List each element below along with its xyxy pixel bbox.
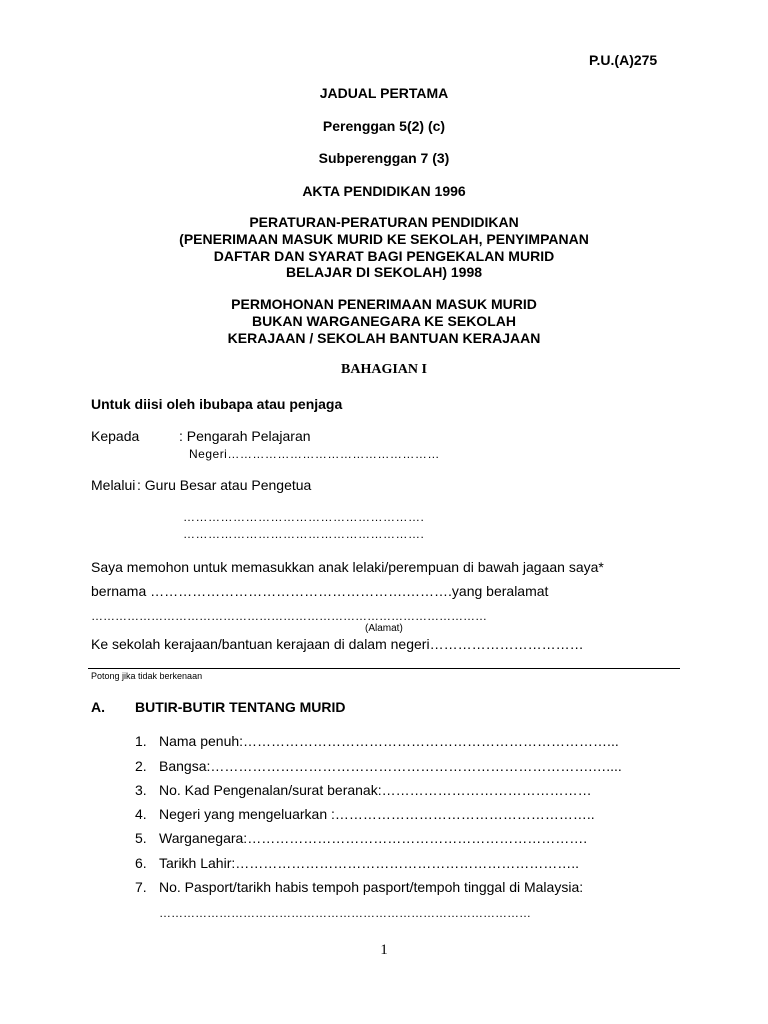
regulations-line: BELAJAR DI SEKOLAH) 1998 (285, 264, 483, 280)
list-item-number: 2. (135, 758, 147, 774)
list-item-number: 4. (135, 806, 147, 822)
regulations-line: PERATURAN-PERATURAN PENDIDIKAN (249, 214, 519, 230)
passport-field[interactable]: ………………………………………………………………………………… (159, 906, 531, 920)
melalui-value: : Guru Besar atau Pengetua (137, 477, 312, 493)
melalui-label: Melalui (91, 477, 136, 493)
regulations-line: DAFTAR DAN SYARAT BAGI PENGEKALAN MURID (213, 248, 555, 264)
form-instruction: Untuk diisi oleh ibubapa atau penjaga (91, 396, 343, 412)
kepada-value: : Pengarah Pelajaran (179, 428, 311, 444)
application-title-line: KERAJAAN / SEKOLAH BANTUAN KERAJAAN (227, 330, 541, 346)
divider-line (88, 668, 680, 669)
school-address-field[interactable]: …………………………………………………. (183, 527, 425, 541)
list-item-number: 3. (135, 782, 147, 798)
school-name-field[interactable]: …………………………………………………. (183, 510, 425, 524)
schedule-title: JADUAL PERTAMA (319, 85, 449, 101)
list-item-number: 5. (135, 830, 147, 846)
negeri-field[interactable]: Negeri…………………………………………… (189, 447, 440, 461)
application-statement: Saya memohon untuk memasukkan anak lelaki/perempuan di bawah jagaan saya* (91, 559, 604, 575)
application-title-line: BUKAN WARGANEGARA KE SEKOLAH (252, 313, 516, 329)
section-a-letter: A. (91, 699, 105, 715)
passport-label: No. Pasport/tarikh habis tempoh pasport/tempoh tinggal di Malaysia: (159, 879, 584, 895)
part-heading: BAHAGIAN I (341, 362, 427, 377)
list-item-number: 1. (135, 733, 147, 749)
subparagraph-reference: Subperenggan 7 (3) (318, 150, 450, 166)
page-number: 1 (380, 942, 388, 958)
school-state-line[interactable]: Ke sekolah kerajaan/bantuan kerajaan di dalam negeri…………………………… (91, 636, 584, 652)
strike-note: Potong jika tidak berkenaan (91, 671, 203, 681)
regulations-line: (PENERIMAAN MASUK MURID KE SEKOLAH, PENYIMPANAN (179, 231, 589, 247)
citizenship-field[interactable]: Warganegara:………………………………………………………………. (159, 830, 588, 846)
list-item-number: 7. (135, 879, 147, 895)
address-caption: (Alamat) (365, 623, 403, 634)
application-title-line: PERMOHONAN PENERIMAAN MASUK MURID (231, 296, 537, 312)
document-reference: P.U.(A)275 (589, 52, 658, 68)
student-name-line[interactable]: bernama ……………………………………………….……….yang beralamat (91, 583, 549, 599)
act-title: AKTA PENDIDIKAN 1996 (302, 183, 466, 199)
address-field[interactable]: ……………………………………………………………………………………… (91, 609, 487, 623)
birth-date-field[interactable]: Tarikh Lahir:……………………………………………………………….. (159, 855, 580, 871)
list-item-number: 6. (135, 855, 147, 871)
issuing-state-field[interactable]: Negeri yang mengeluarkan :……………………………………………….. (159, 806, 595, 822)
race-field[interactable]: Bangsa:……………………………………………………………………….….... (159, 758, 622, 774)
full-name-field[interactable]: Nama penuh:……………………………………………………………………... (159, 733, 619, 749)
kepada-label: Kepada (91, 428, 140, 444)
identity-card-field[interactable]: No. Kad Pengenalan/surat beranak:……………………………………… (159, 782, 592, 798)
paragraph-reference: Perenggan 5(2) (c) (322, 118, 446, 134)
section-a-title: BUTIR-BUTIR TENTANG MURID (135, 699, 346, 715)
